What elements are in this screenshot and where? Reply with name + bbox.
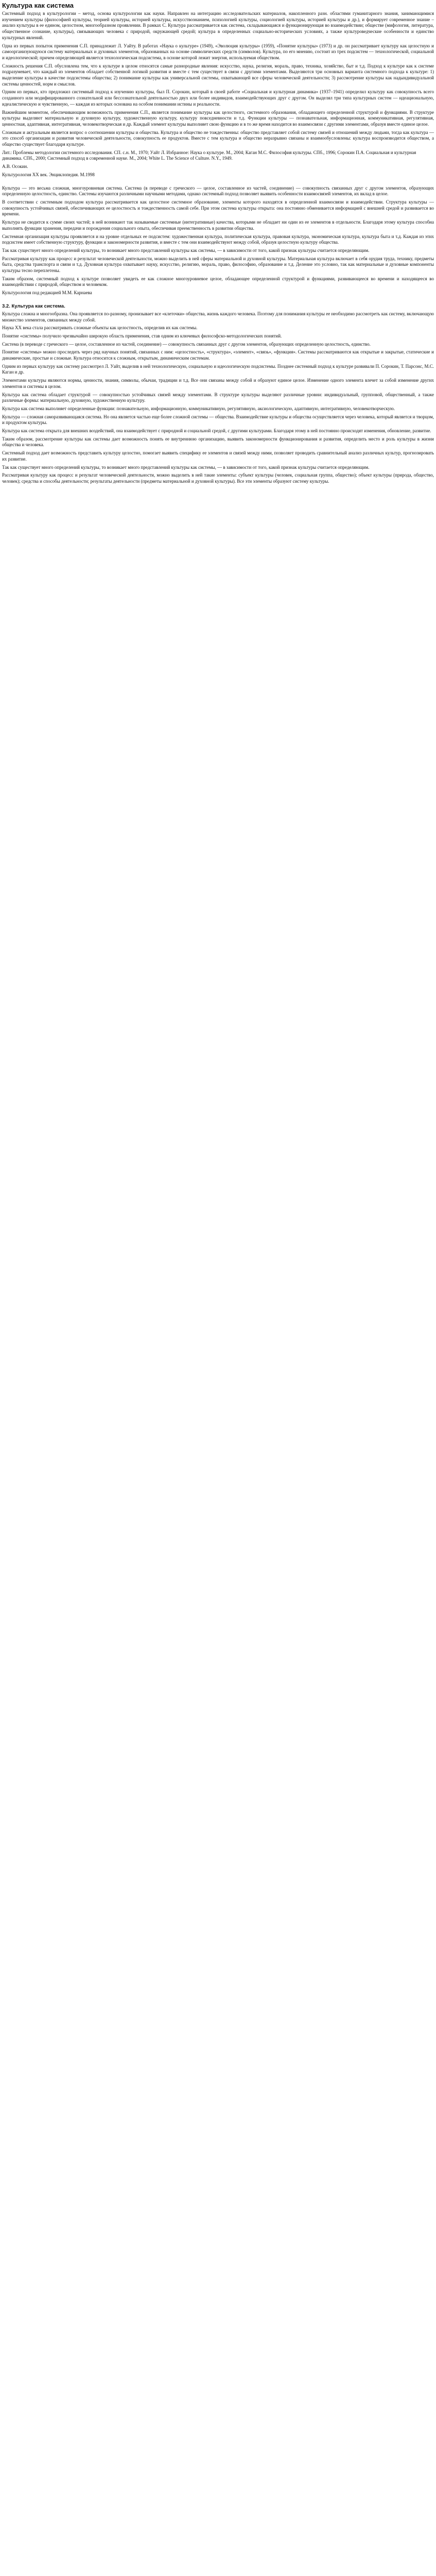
paragraph: Понятие «системы» получило чрезвычайно широкую область применения, став одним из ключевых философско-методологических понятий. — [2, 333, 282, 338]
paragraph: Культура как система выполняет определенные функции: познавательную, информационную, коммуникативную, регулятивную, аксиологическую, адаптивную, интегративную, человекотворческую. — [2, 405, 395, 411]
paragraph: Культура — это весьма сложная, многоуровневая система. Система (в переводе с греческого — целое, составленное из частей, соединение) — совокупность связанных друг с другом элементов, образующих определенную целостность, единство. Системы изучаются различными научными методами, однако системный подход позволяет выявить особенности взаимосвязей элементов, их вклад в целое. — [2, 185, 434, 197]
author-signature: А.В. Осокин. — [2, 164, 28, 170]
paragraph: Системный подход в культурологии – метод, основа культурологии как науки. Направлен на интеграцию исследовательских материалов, накопленного разн. областями гуманитарного знания, занимающимися изучением культуры (философией культуры, теорией культуры, историей культуры, искусствознанием, психологией культуры, социологией культуры, историей культуры и др.), и формирует современное знание – анализ культуры в ее едином, целостном, многообразном проявлении. В рамках С. Культура рассматривается как система, складывающаяся и функционирующая во взаимодействии; обществе (мифология, литература, общественное сознание, культуры), связывающих человека с природой, окружающей средой; культура в определенных социально-исторических условиях, а также культуроведческие особенности и единство культурных явлений. — [2, 11, 434, 40]
paragraph: Культура как система обладает структурой — совокупностью устойчивых связей между элементами. В структуре культуры выделяют различные уровни: индивидуальный, групповой, общественный, а также различные формы: материальную, духовную, художественную культуру. — [2, 392, 434, 403]
paragraph: Так как существует много определений культуры, то возникает много представлений культуры как системы, — в зависимости от того, какой признак культуры считается определяющим. — [2, 464, 370, 470]
paragraph: Одним из первых культуру как систему рассмотрел Л. Уайт, выделив в ней технологическую, социальную и идеологическую подсистемы. Позднее системный подход к культуре развивали П. Сорокин, Т. Парсонс, М.С. Каган и др. — [2, 363, 434, 375]
paragraph: Сложным и актуальным является вопрос о соотношении культуры и общества. Культура и общество не тождественны: общество представляет собой систему связей и отношений между людьми, тогда как культура — это способ организации и развития человеческой деятельности, совокупность ее продуктов. Вместе с тем культура и общество неразрывно связаны и взаимообусловлены: культура воспроизводится обществом, а общество существует благодаря культуре. — [2, 129, 434, 147]
paragraph: Культура — сложная саморазвивающаяся система. Но она является частью еще более сложной системы — общества. Взаимодействие культуры и общества осуществляется через человека, который является и творцом, и продуктом культуры. — [2, 414, 434, 426]
paragraph: Система (в переводе с греческого — целое, составленное из частей, соединение) — совокупность связанных друг с другом элементов, образующих определенную целостность, единство. — [2, 341, 371, 347]
paragraph: Так как существует много определений культуры, то возникает много представлений культуры как системы, — в зависимости от того, какой признак культуры считается определяющим. — [2, 247, 370, 253]
section-heading: 3.2. Культура как система. — [2, 303, 65, 309]
page-title: Культура как система — [2, 2, 74, 9]
paragraph: В соответствии с системным подходом культура рассматривается как целостное системное образование, элементы которого находятся в определенной взаимосвязи и взаимодействии. Структура культуры — совокупность устойчивых связей, обеспечивающих ее целостность и тождественность самой себе. При этом система культуры открыта: она постоянно обменивается информацией с внешней средой и развивается во времени. — [2, 199, 434, 217]
paragraph: Наука XX века стала рассматривать сложные объекты как целостность, определив их как системы. — [2, 325, 198, 331]
section-2 — [2, 185, 434, 296]
document-page — [0, 0, 436, 493]
paragraph: Рассматривая культуру как процесс и результат человеческой деятельности, можно выделить в ней сферы материальной и духовной культуры. Материальная культура включает в себя орудия труда, технику, предметы быта, средства транспорта и связи и т.д. Духовная культура охватывает науку, искусство, религию, мораль, право, философию, образование и т.д. Деление это условно, так как материальные и духовные компоненты культуры тесно переплетены. — [2, 256, 434, 274]
paragraph: Элементами культуры являются нормы, ценности, знания, символы, обычаи, традиции и т.д. Все они связаны между собой и образуют единое целое. Изменение одного элемента влечет за собой изменение других элементов и системы в целом. — [2, 378, 434, 389]
paragraph: Культура не сводится к сумме своих частей; в ней возникают так называемые системные (интегративные) качества, которыми не обладает ни один из ее элементов в отдельности. Благодаря этому культура способна выполнять функции хранения, передачи и порождения социального опыта, обеспечивая преемственность в развитии общества. — [2, 219, 434, 231]
literature-reference: Лит.: Проблемы методологии системного исследования. СП. с.н. М., 1970; Уайт Л. Избранное: Наука о культуре. М., 2004; Каган М.С. Философия культуры. СПб., 1996; Сорокин П.А. Социальная и культурная динамика. СПб., 2000; Системный подход в современной науке. М., 2004; White L. The Science of Culture. N.Y., 1949. — [2, 149, 416, 161]
paragraph: Рассматривая культуру как процесс и результат человеческой деятельности, можно выделить в ней такие элементы: субъект культуры (человек, социальная группа, общество); объект культуры (природа, общество, человек); средства и способы деятельности; результаты деятельности (предметы материальной и духовной культуры). Все эти элементы образуют систему культуры. — [2, 472, 434, 484]
paragraph: Одна из первых попыток применения С.П. принадлежит Л. Уайту. В работах «Наука о культуре» (1949), «Эволюция культуры» (1959), «Понятие культуры» (1973) и др. он рассматривает культуру как целостную и самоорганизующуюся систему материальных и духовных элементов, образованных на основе символических средств (символов). Культура, по его мнению, состоит из трех подсистем — технологической, социальной и идеологической; причем определяющей является технологическая подсистема, в основе которой лежит энергия, используемая обществом. — [2, 43, 434, 60]
paragraph: Понятие «системы» можно проследить через ряд научных понятий, связанных с ним: «целостность», «структура», «элемент», «связь», «функция». Системы рассматриваются как открытые и закрытые, статические и динамические, простые и сложные. Культура относится к сложным, открытым, динамическим системам. — [2, 349, 434, 361]
section-3 — [2, 303, 434, 485]
paragraph: Одним из первых, кто предложил системный подход к изучению культуры, был П. Сорокин, который в своей работе «Социальная и культурная динамика» (1937–1941) определил культуру как совокупность всего созданного или модифицированного сознательной или бессознательной деятельностью двух или более индивидов, взаимодействующих друг с другом. Он выделял три типа культурных систем — идеациональную, идеалистическую и чувственную, — каждая из которых основана на особом понимании истины и реальности. — [2, 89, 434, 107]
paragraph: Культура как система открыта для внешних воздействий, она взаимодействует с природной и социальной средой, с другими культурами. Благодаря этому в ней постоянно происходят изменения, обновление, развитие. — [2, 428, 431, 434]
paragraph: Системная организация культуры проявляется и на уровне отдельных ее подсистем: художественная культура, политическая культура, правовая культура, экономическая культура, культура быта и т.д. Каждая из этих подсистем имеет собственную структуру, функции и закономерности развития, и вместе с тем они взаимодействуют между собой, образуя целостную культуру общества. — [2, 233, 434, 245]
paragraph: Системный подход дает возможность представить культуру целостно, помогает выявить специфику ее элементов и связей между ними, позволяет проводить сравнительный анализ различных культур, прогнозировать их развитие. — [2, 450, 434, 462]
paragraph: Таким образом, системный подход к культуре позволяет увидеть ее как сложное многоуровневое целое, обладающее определенной структурой и функциями, развивающееся во времени и находящееся во взаимодействии с природой, обществом и человеком. — [2, 276, 434, 287]
paragraph: Сложность решения С.П. обусловлена тем, что к культуре в целом относятся самые разнородные явления: искусство, наука, религия, мораль, право, техника, хозяйство, быт и т.д. Подход к культуре как к системе подразумевает, что каждый из элементов обладает собственной логикой развития и вместе с тем существует в связи с другими элементами. Выделяются три основных варианта системного подхода к культуре: 1) выделение культуры в качестве подсистемы общества; 2) понимание культуры как универсальной системы, охватывающей все сферы человеческой деятельности; 3) рассмотрение культуры как надындивидуальной системы ценностей, норм и смыслов. — [2, 63, 434, 87]
paragraph: Важнейшим моментом, обеспечивающим возможность применения С.П., является понимание культуры как целостного, системного образования, обладающего определенной структурой и функциями. В структуре культуры выделяют материальную и духовную культуру, художественную культуру, культуру повседневности и т.д. Функции культуры — познавательная, информационная, коммуникативная, регулятивная, ценностная, адаптивная, интегративная, человекотворческая и др. Каждый элемент культуры выполняет свою функцию и в то же время находится во взаимосвязи с другими элементами, образуя вместе единое целое. — [2, 109, 434, 127]
paragraph: Культура сложна и многообразна. Она проявляется по-разному, пронизывает все «клеточки» общества, жизнь каждого человека. Поэтому для понимания культуры ее необходимо рассмотреть как систему, включающую множество элементов, связанных между собой. — [2, 311, 434, 323]
intro-section — [2, 11, 434, 178]
source-note: Культурология под редакцией М.М. Карнаева — [2, 290, 92, 296]
paragraph: Таким образом, рассмотрение культуры как системы дает возможность понять ее внутреннюю организацию, выявить закономерности функционирования и развития, определить место и роль культуры в жизни общества и человека. — [2, 436, 434, 448]
source-note: Культурология XX век. Энциклопедия. М.1998 — [2, 172, 95, 177]
